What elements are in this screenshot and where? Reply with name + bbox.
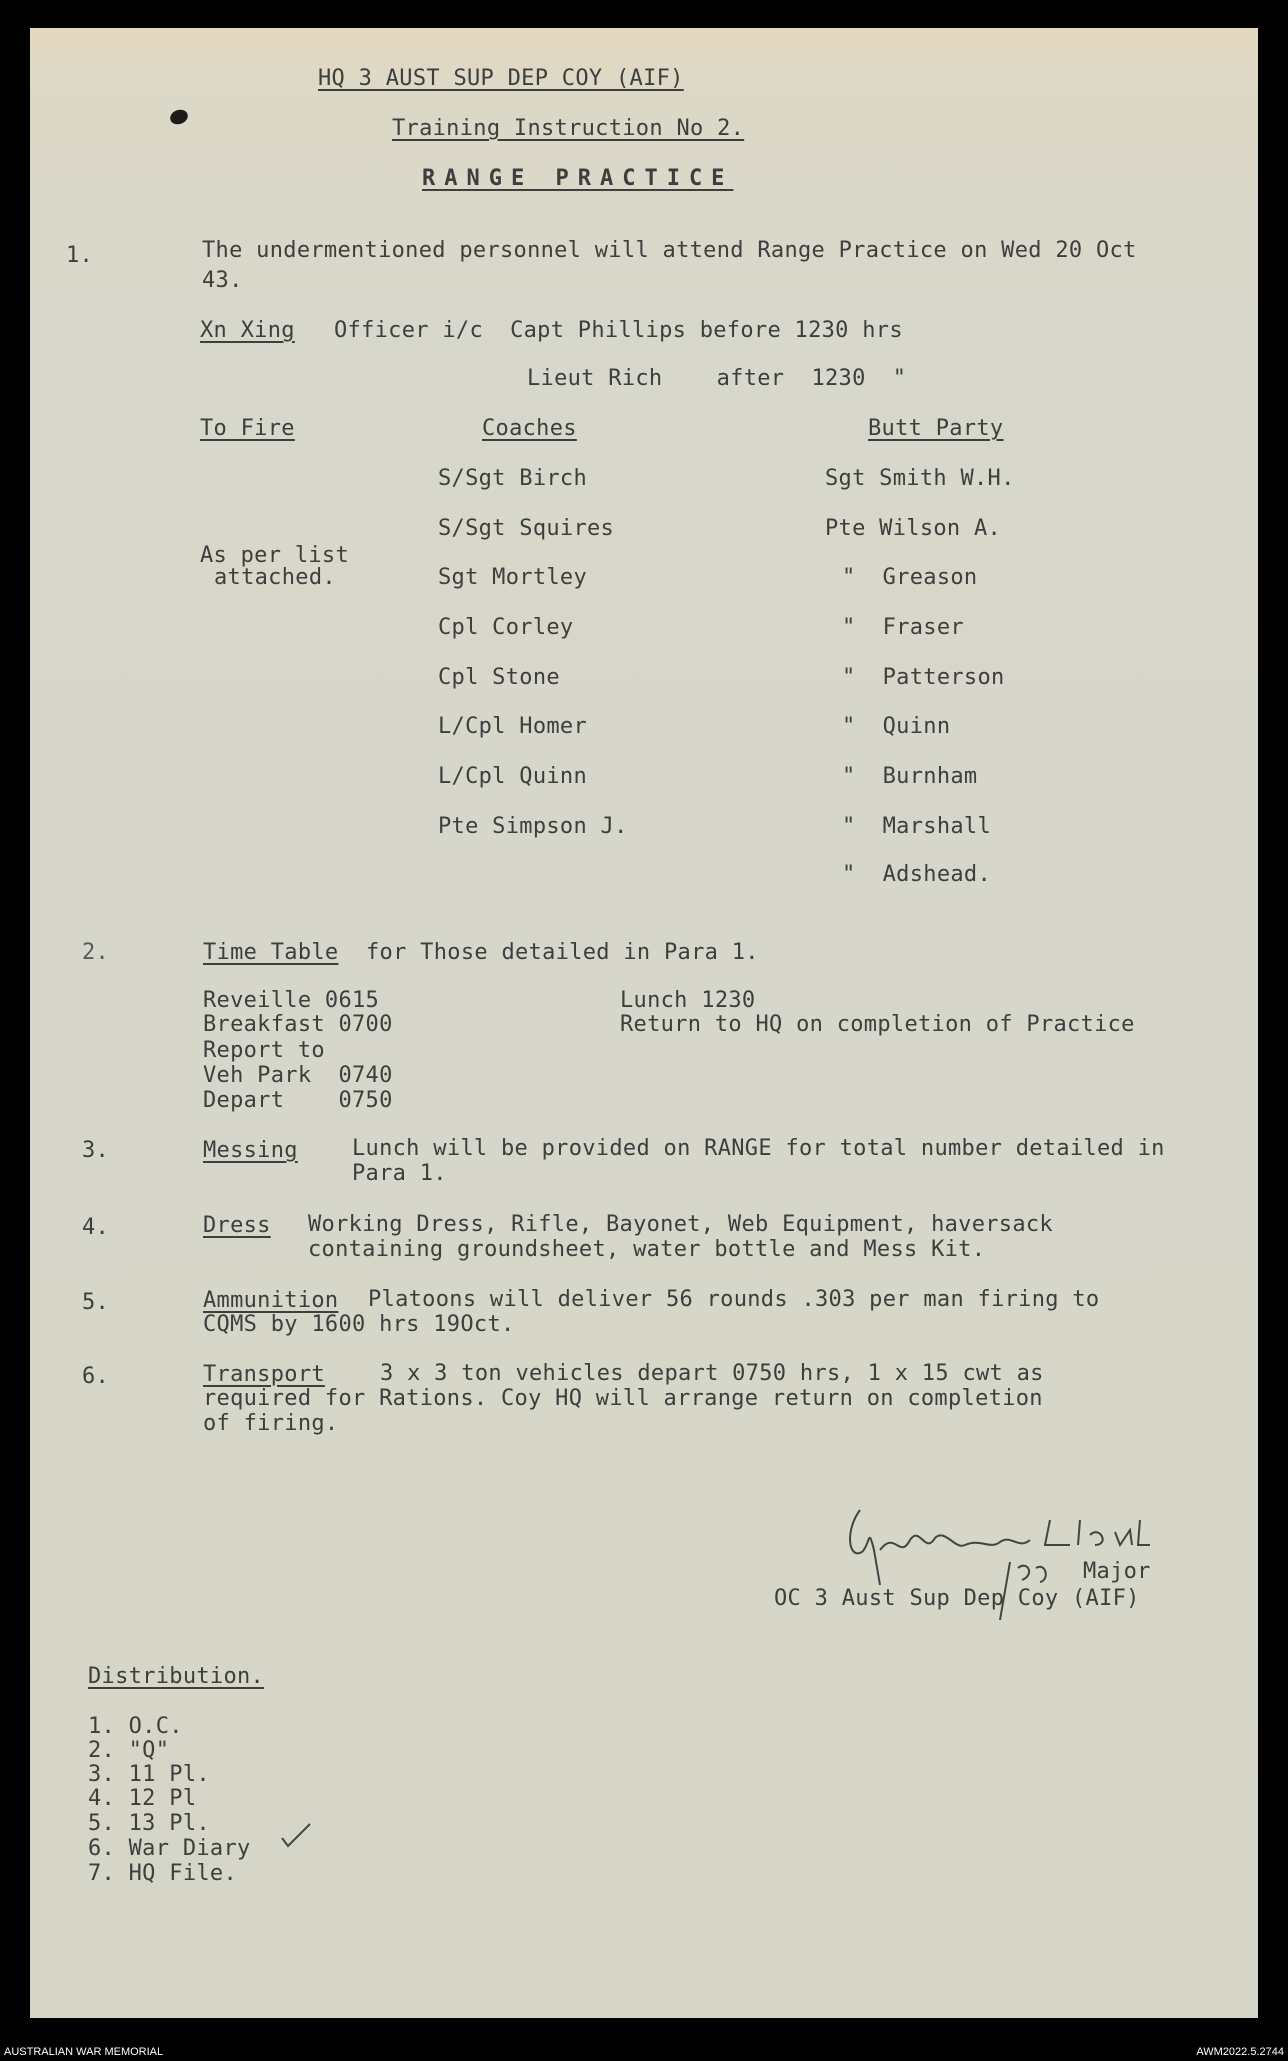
para2-label: Time Table [203, 940, 339, 965]
col-header-to-fire: To Fire [200, 416, 295, 441]
col-header-coaches: Coaches [482, 416, 577, 441]
para6-line1: 3 x 3 ton vehicles depart 0750 hrs, 1 x 15 cwt as [380, 1361, 1044, 1386]
distribution-heading: Distribution. [88, 1664, 265, 1689]
para3-label: Messing [203, 1138, 298, 1163]
para1-text-line2: 43. [202, 268, 243, 293]
butt-party-row: Pte Wilson A. [825, 516, 1002, 541]
para4-line1: Working Dress, Rifle, Bayonet, Web Equipment, haversack [308, 1212, 1053, 1237]
butt-party-row: " Burnham [842, 764, 978, 789]
unit-heading: HQ 3 AUST SUP DEP COY (AIF) [318, 66, 684, 91]
coach-row: Pte Simpson J. [438, 814, 628, 839]
timetable-line: Veh Park 0740 [203, 1063, 393, 1088]
para6-line2: required for Rations. Coy HQ will arrange return on completion [203, 1386, 1043, 1411]
tick-mark [278, 1820, 314, 1850]
butt-party-row: Sgt Smith W.H. [825, 466, 1015, 491]
coach-row: Cpl Corley [438, 615, 574, 640]
timetable-line: Breakfast 0700 [203, 1012, 393, 1037]
coach-row: Cpl Stone [438, 665, 560, 690]
distribution-item: 1. O.C. [88, 1714, 183, 1739]
para4-label: Dress [203, 1213, 271, 1238]
para3-number: 3. [82, 1138, 110, 1163]
para1-text-line1: The undermentioned personnel will attend Range Practice on Wed 20 Oct [202, 238, 1137, 263]
officer-line2: Lieut Rich after 1230 " [527, 366, 907, 391]
distribution-item: 3. 11 Pl. [88, 1762, 210, 1787]
para5-line2: CQMS by 1600 hrs 19Oct. [203, 1312, 515, 1337]
footer-left: AUSTRALIAN WAR MEMORIAL [4, 2046, 164, 2058]
butt-party-row: " Patterson [842, 665, 1005, 690]
butt-party-row: " Marshall [842, 814, 991, 839]
distribution-item: 5. 13 Pl. [88, 1811, 210, 1836]
para2-text: for Those detailed in Para 1. [366, 940, 759, 965]
distribution-item: 7. HQ File. [88, 1861, 237, 1886]
timetable-line: Report to [203, 1038, 325, 1063]
butt-party-row: " Fraser [842, 615, 964, 640]
coach-row: S/Sgt Birch [438, 466, 587, 491]
timetable-line: Reveille 0615 [203, 988, 380, 1013]
para6-number: 6. [82, 1364, 110, 1389]
timetable-line: Depart 0750 [203, 1088, 393, 1113]
para1-number: 1. [66, 243, 94, 268]
para6-line3: of firing. [203, 1411, 339, 1436]
signature-title: OC 3 Aust Sup Dep Coy (AIF) [774, 1586, 1140, 1611]
para5-label: Ammunition [203, 1288, 339, 1313]
coach-row: L/Cpl Homer [438, 714, 587, 739]
distribution-item: 4. 12 Pl [88, 1786, 197, 1811]
para3-line1: Lunch will be provided on RANGE for total number detailed in [352, 1136, 1165, 1161]
butt-party-row: " Adshead. [842, 862, 991, 887]
timetable-line: Lunch 1230 [620, 988, 756, 1013]
butt-party-row: " Greason [842, 565, 978, 590]
officer-line1: Officer i/c Capt Phillips before 1230 hrs [334, 318, 903, 343]
signature-rank: Major [1083, 1559, 1151, 1584]
to-fire-text-line1: As per list [200, 543, 349, 568]
timetable-line: Return to HQ on completion of Practice [620, 1012, 1135, 1037]
coach-row: Sgt Mortley [438, 565, 587, 590]
distribution-item: 6. War Diary [88, 1836, 251, 1861]
footer-right: AWM2022.5.2744 [1196, 2046, 1284, 2058]
para5-line1: Platoons will deliver 56 rounds .303 per man firing to [368, 1287, 1100, 1312]
coach-row: L/Cpl Quinn [438, 764, 587, 789]
para4-number: 4. [82, 1215, 110, 1240]
para4-line2: containing groundsheet, water bottle and Mess Kit. [308, 1237, 986, 1262]
para2-number: 2. [82, 940, 110, 965]
col-header-butt-party: Butt Party [868, 416, 1004, 441]
distribution-item: 2. "Q" [88, 1738, 170, 1763]
butt-party-row: " Quinn [842, 714, 951, 739]
para3-line2: Para 1. [352, 1161, 447, 1186]
subject-heading: RANGE PRACTICE [422, 166, 734, 191]
coach-row: S/Sgt Squires [438, 516, 615, 541]
para6-label: Transport [203, 1362, 325, 1387]
instruction-heading: Training Instruction No 2. [392, 116, 745, 141]
para5-number: 5. [82, 1290, 110, 1315]
to-fire-text-line2: attached. [214, 565, 336, 590]
para1-label: Xn Xing [200, 318, 295, 343]
